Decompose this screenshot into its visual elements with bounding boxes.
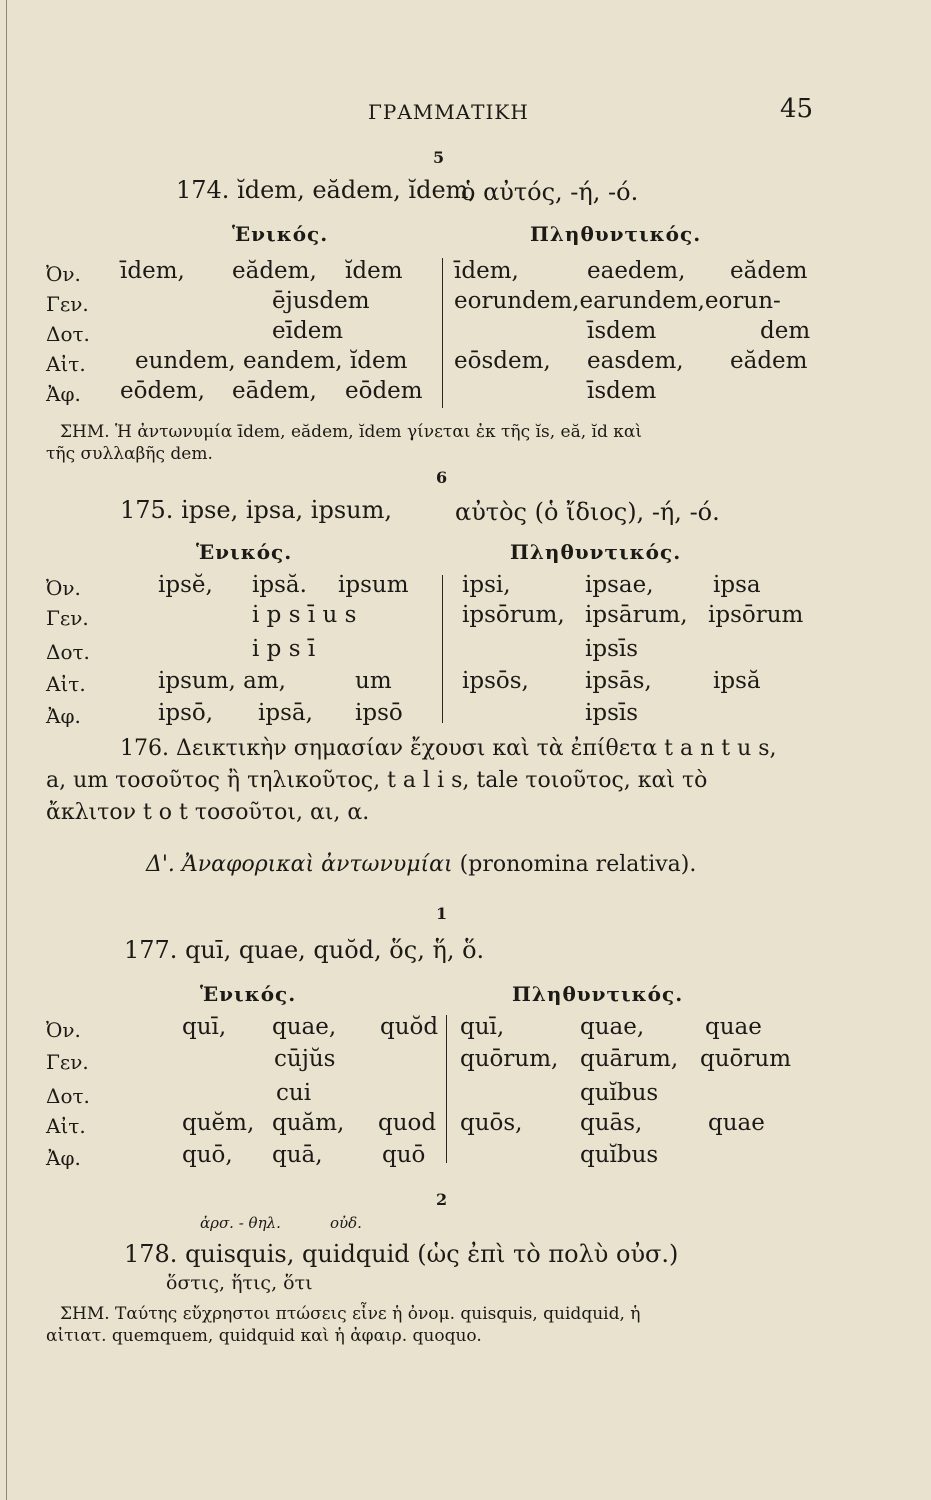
form: ipsa bbox=[713, 572, 761, 598]
form: ipsōrum bbox=[708, 602, 804, 628]
form: eaedem, bbox=[587, 258, 686, 284]
form: quĭbus bbox=[580, 1080, 659, 1106]
divider-175 bbox=[442, 575, 443, 723]
form: quī, bbox=[460, 1014, 505, 1040]
form: quā, bbox=[272, 1142, 323, 1168]
form: eundem, eandem, ĭdem bbox=[135, 348, 408, 374]
case-label: Ὀν. bbox=[46, 576, 81, 600]
case-label: Δοτ. bbox=[46, 640, 90, 664]
form: um bbox=[355, 668, 392, 694]
case-label: Ὀν. bbox=[46, 1018, 81, 1042]
note-174-line1: ΣΗΜ. Ἡ ἀντωνυμία īdem, eădem, ĭdem γίνεται ἐκ τῆς ĭs, eă, ĭd καὶ bbox=[60, 422, 643, 442]
form: quĕm, bbox=[182, 1110, 255, 1136]
form: quae bbox=[705, 1014, 762, 1040]
marker-174: 5 bbox=[433, 148, 445, 167]
form: ipsō, bbox=[158, 700, 214, 726]
note-178-line1: ΣΗΜ. Ταύτης εὔχρηστοι πτώσεις εἶνε ἡ ὀνομ. quisquis, quidquid, ἡ bbox=[60, 1304, 641, 1324]
form: ipsă bbox=[713, 668, 761, 694]
case-label: Ὀν. bbox=[46, 262, 81, 286]
form: eādem, bbox=[232, 378, 317, 404]
form: eorundem,earundem,eorun- bbox=[454, 288, 781, 314]
abbrev-neuter: οὐδ. bbox=[330, 1214, 362, 1232]
form: eōsdem, bbox=[454, 348, 551, 374]
case-label: Αἰτ. bbox=[46, 1114, 86, 1138]
s176-line3: ἄκλιτον t o t τοσοῦτοι, αι, α. bbox=[46, 800, 370, 825]
form: cui bbox=[276, 1080, 312, 1106]
form: ipsās, bbox=[585, 668, 652, 694]
s176-line2: a, um τοσοῦτος ἢ τηλικοῦτος, t a l i s, tale τοιοῦτος, καὶ τὸ bbox=[46, 768, 708, 793]
form: quae, bbox=[272, 1014, 337, 1040]
form: quōrum, bbox=[460, 1046, 559, 1072]
form: ipsārum, bbox=[585, 602, 688, 628]
form: i p s ī bbox=[252, 636, 316, 662]
form: eădem bbox=[730, 348, 808, 374]
note-178-line2: αἰτιατ. quemquem, quidquid καὶ ἡ ἀφαιρ. quoquo. bbox=[46, 1326, 482, 1346]
form: quae bbox=[708, 1110, 765, 1136]
abbrev-masc-fem: ἀρσ. - θηλ. bbox=[200, 1214, 281, 1232]
plur-head-174: Πληθυντικός. bbox=[530, 222, 702, 246]
case-label: Γεν. bbox=[46, 292, 89, 316]
greek-178: ὅστις, ἥτις, ὅτι bbox=[166, 1272, 313, 1294]
form: īdem, bbox=[120, 258, 185, 284]
case-label: Δοτ. bbox=[46, 1084, 90, 1108]
form: ipsae, bbox=[585, 572, 654, 598]
form: ĭdem bbox=[345, 258, 403, 284]
form: quī, bbox=[182, 1014, 227, 1040]
form: ipsĕ, bbox=[158, 572, 213, 598]
form: quō, bbox=[182, 1142, 233, 1168]
form: ipsīs bbox=[585, 636, 639, 662]
form: eădem bbox=[730, 258, 808, 284]
form: ipsīs bbox=[585, 700, 639, 726]
form: cūjŭs bbox=[274, 1046, 336, 1072]
case-label: Γεν. bbox=[46, 1050, 89, 1074]
lemma-175: 175. ipse, ipsa, ipsum, bbox=[120, 496, 393, 524]
greek-174: ὁ αὐτός, -ή, -ό. bbox=[461, 178, 639, 206]
page-edge bbox=[6, 0, 7, 1500]
page-number: 45 bbox=[780, 94, 814, 124]
divider-174 bbox=[442, 258, 443, 408]
case-label: Ἀφ. bbox=[46, 704, 81, 728]
form: quĭbus bbox=[580, 1142, 659, 1168]
case-label: Αἰτ. bbox=[46, 352, 86, 376]
marker-175: 6 bbox=[436, 468, 448, 487]
form: eădem, bbox=[232, 258, 317, 284]
case-label: Ἀφ. bbox=[46, 1146, 81, 1170]
form: ipsi, bbox=[462, 572, 511, 598]
form: ipsum bbox=[338, 572, 409, 598]
form: ējusdem bbox=[272, 288, 370, 314]
marker-177: 1 bbox=[436, 904, 448, 923]
sing-head-175: Ἑνικός. bbox=[196, 540, 293, 564]
form: eīdem bbox=[272, 318, 344, 344]
form: ipsă. bbox=[252, 572, 307, 598]
form: ipsōs, bbox=[462, 668, 529, 694]
running-header: ΓΡΑΜΜΑΤΙΚΗ bbox=[368, 100, 529, 124]
form: quōrum bbox=[700, 1046, 792, 1072]
form: quăm, bbox=[272, 1110, 345, 1136]
marker-178: 2 bbox=[436, 1190, 448, 1209]
form: quae, bbox=[580, 1014, 645, 1040]
case-label: Αἰτ. bbox=[46, 672, 86, 696]
form: quō bbox=[382, 1142, 426, 1168]
form: i p s ī u s bbox=[252, 602, 357, 628]
case-label: Γεν. bbox=[46, 606, 89, 630]
section-d-latin: (pronomina relativa). bbox=[459, 852, 697, 877]
form: ipsum, am, bbox=[158, 668, 286, 694]
form: eōdem bbox=[345, 378, 423, 404]
form: quās, bbox=[580, 1110, 643, 1136]
sing-head-177: Ἑνικός. bbox=[200, 982, 297, 1006]
form: quārum, bbox=[580, 1046, 679, 1072]
lemma-174: 174. ĭdem, eădem, ĭdem, bbox=[176, 176, 477, 204]
form: eōdem, bbox=[120, 378, 205, 404]
form: ipsōrum, bbox=[462, 602, 565, 628]
greek-175: αὐτὸς (ὁ ἴδιος), -ή, -ό. bbox=[455, 498, 720, 526]
form: quōs, bbox=[460, 1110, 523, 1136]
form: quod bbox=[378, 1110, 437, 1136]
divider-177 bbox=[446, 1015, 447, 1163]
plur-head-177: Πληθυντικός. bbox=[512, 982, 684, 1006]
section-d-heading bbox=[146, 852, 696, 877]
case-label: Ἀφ. bbox=[46, 382, 81, 406]
note-174-line2: τῆς συλλαβῆς dem. bbox=[46, 444, 213, 464]
lemma-178: 178. quisquis, quidquid (ὡς ἐπὶ τὸ πολὺ οὐσ.) bbox=[124, 1240, 679, 1268]
form: īsdem bbox=[587, 378, 657, 404]
s176-line1: 176. Δεικτικὴν σημασίαν ἔχουσι καὶ τὰ ἐπίθετα t a n t u s, bbox=[120, 736, 777, 761]
section-d-label: Δ'. Ἀναφορικαὶ ἀντωνυμίαι bbox=[146, 852, 453, 877]
case-label: Δοτ. bbox=[46, 322, 90, 346]
form: dem bbox=[760, 318, 811, 344]
form: īsdem bbox=[587, 318, 657, 344]
sing-head-174: Ἑνικός. bbox=[232, 222, 329, 246]
form: īdem, bbox=[454, 258, 519, 284]
form: quŏd bbox=[380, 1014, 439, 1040]
plur-head-175: Πληθυντικός. bbox=[510, 540, 682, 564]
lemma-177: 177. quī, quae, quŏd, ὅς, ἥ, ὅ. bbox=[124, 936, 485, 964]
form: easdem, bbox=[587, 348, 684, 374]
form: ipsō bbox=[355, 700, 403, 726]
form: ipsā, bbox=[258, 700, 313, 726]
